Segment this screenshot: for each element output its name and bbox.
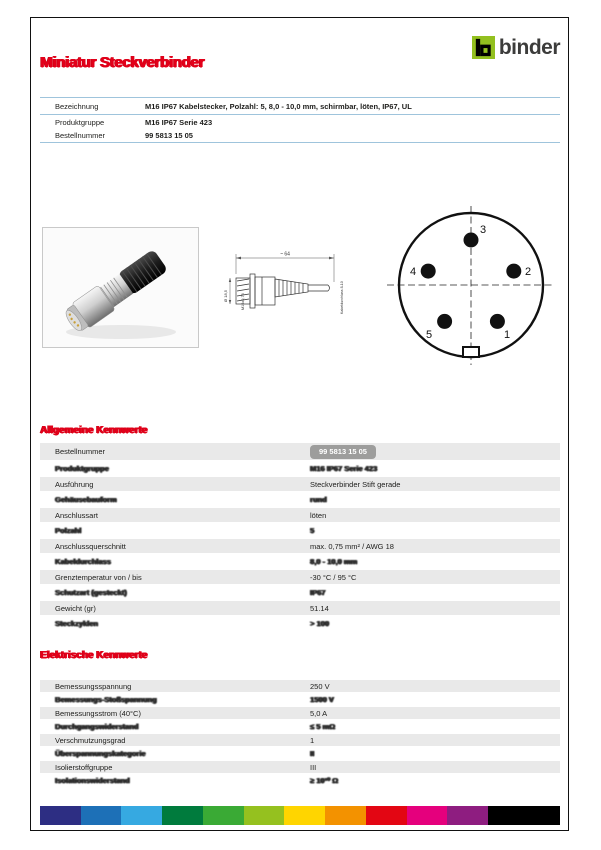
row-label: Isolationswiderstand bbox=[55, 776, 130, 785]
table-row bbox=[40, 570, 560, 584]
spec-label: Bestellnummer bbox=[55, 131, 106, 140]
colorbar-segment bbox=[244, 806, 285, 825]
product-photo bbox=[42, 227, 199, 348]
dimension-diameter-label: Ø 18,5 bbox=[223, 289, 228, 302]
row-label: Gehäusebauform bbox=[55, 495, 117, 504]
dimension-drawing-image bbox=[222, 248, 352, 330]
header-row bbox=[40, 115, 560, 129]
colorbar-segment bbox=[81, 806, 122, 825]
colorbar-segment bbox=[366, 806, 407, 825]
table-row bbox=[40, 462, 560, 476]
spec-value: M16 IP67 Kabelstecker, Polzahl: 5, 8,0 - 10,0 mm, schirmbar, löten, IP67, UL bbox=[145, 102, 412, 111]
header-row bbox=[40, 98, 560, 114]
row-value: > 100 bbox=[310, 619, 329, 628]
divider bbox=[40, 142, 560, 143]
pin-number-5: 5 bbox=[426, 329, 433, 341]
dimension-cable-label: Kabeldurchlass 8-10 bbox=[340, 281, 344, 314]
spec-label: Bezeichnung bbox=[55, 102, 99, 111]
row-label: Bemessungsstrom (40°C) bbox=[55, 708, 141, 718]
row-value: III bbox=[310, 762, 317, 772]
binder-logo-icon bbox=[472, 36, 495, 59]
colorbar-segment bbox=[284, 806, 325, 825]
table-row bbox=[40, 477, 560, 491]
colorbar-segment bbox=[447, 806, 488, 825]
table-row bbox=[40, 748, 560, 760]
row-label: Steckzyklen bbox=[55, 619, 98, 628]
row-value: IP67 bbox=[310, 588, 326, 597]
row-label: Schutzart (gesteckt) bbox=[55, 588, 127, 597]
electrical-table bbox=[40, 680, 560, 788]
order-number-badge: 99 5813 15 05 bbox=[310, 445, 376, 459]
dimension-thread-label: M16x0,75 bbox=[241, 293, 245, 310]
row-value: ≥ 10¹⁰ Ω bbox=[310, 776, 339, 785]
section-heading-electrical: Elektrische Kennwerte bbox=[40, 650, 148, 661]
pin-number-4: 4 bbox=[410, 266, 417, 278]
row-label: Produktgruppe bbox=[55, 464, 109, 473]
colorbar-segment bbox=[203, 806, 244, 825]
colorbar-segment bbox=[121, 806, 162, 825]
row-label: Anschlussquerschnitt bbox=[55, 541, 126, 551]
row-value: M16 IP67 Serie 423 bbox=[310, 464, 378, 473]
row-value: 5,0 A bbox=[310, 708, 328, 718]
footer-colorbar bbox=[40, 806, 560, 825]
connector-photo-image bbox=[43, 228, 198, 347]
table-row bbox=[40, 761, 560, 773]
row-value: 8,0 - 10,0 mm bbox=[310, 557, 358, 566]
colorbar-segment bbox=[162, 806, 203, 825]
brand-logo bbox=[472, 36, 560, 59]
row-value: 5 bbox=[310, 526, 315, 535]
table-row bbox=[40, 508, 560, 522]
row-label: Bemessungs-Stoßspannung bbox=[55, 695, 157, 704]
row-label: Überspannungskategorie bbox=[55, 749, 146, 758]
table-row bbox=[40, 524, 560, 538]
table-row bbox=[40, 680, 560, 692]
spec-label: Produktgruppe bbox=[55, 117, 105, 127]
pin-layout-diagram bbox=[385, 204, 557, 367]
brand-wordmark: binder bbox=[498, 36, 560, 59]
section-heading-general: Allgemeine Kennwerte bbox=[40, 425, 148, 436]
row-value: 1 bbox=[310, 735, 315, 745]
table-row bbox=[40, 443, 560, 460]
pin-number-1: 1 bbox=[504, 329, 511, 341]
row-label: Bemessungsspannung bbox=[55, 681, 132, 691]
colorbar-segment bbox=[325, 806, 366, 825]
dimension-length-label: ~ 64 bbox=[280, 251, 290, 258]
row-value: 1500 V bbox=[310, 695, 334, 704]
pin-number-3: 3 bbox=[480, 224, 487, 236]
row-label: Kabeldurchlass bbox=[55, 557, 111, 566]
row-value: rund bbox=[310, 495, 327, 504]
row-value: 250 V bbox=[310, 681, 330, 691]
row-label: Grenztemperatur von / bis bbox=[55, 572, 142, 582]
table-row bbox=[40, 601, 560, 615]
pin-number-2: 2 bbox=[525, 266, 532, 278]
table-row bbox=[40, 586, 560, 600]
table-row bbox=[40, 617, 560, 631]
row-label: Ausführung bbox=[55, 479, 94, 489]
row-value: max. 0,75 mm² / AWG 18 bbox=[310, 541, 394, 551]
pin-layout-image bbox=[385, 204, 557, 367]
spec-value: M16 IP67 Serie 423 bbox=[145, 117, 213, 127]
row-label: Durchgangswiderstand bbox=[55, 722, 139, 731]
header-row bbox=[40, 129, 560, 143]
table-row bbox=[40, 721, 560, 733]
dimension-drawing bbox=[222, 248, 352, 330]
row-value: Steckverbinder Stift gerade bbox=[310, 479, 401, 489]
footer-page-block bbox=[488, 806, 560, 825]
row-label: Anschlussart bbox=[55, 510, 98, 520]
table-row bbox=[40, 694, 560, 706]
row-value: ≤ 5 mΩ bbox=[310, 722, 336, 731]
row-label: Isolierstoffgruppe bbox=[55, 762, 113, 772]
row-label: Bestellnummer bbox=[55, 447, 106, 456]
row-label: Gewicht (gr) bbox=[55, 603, 96, 613]
row-value: löten bbox=[310, 510, 327, 520]
row-label: Polzahl bbox=[55, 526, 82, 535]
table-row bbox=[40, 734, 560, 746]
spec-value: 99 5813 15 05 bbox=[145, 131, 193, 140]
table-row bbox=[40, 775, 560, 787]
table-row bbox=[40, 539, 560, 553]
row-value: II bbox=[310, 749, 315, 758]
table-row bbox=[40, 555, 560, 569]
page-title: Miniatur Steckverbinder bbox=[40, 54, 204, 71]
general-table bbox=[40, 443, 560, 632]
row-value: -30 °C / 95 °C bbox=[310, 572, 357, 582]
colorbar-segment bbox=[407, 806, 448, 825]
table-row bbox=[40, 493, 560, 507]
product-header bbox=[40, 97, 560, 143]
row-label: Verschmutzungsgrad bbox=[55, 735, 126, 745]
row-value: 51.14 bbox=[310, 603, 329, 613]
colorbar-segment bbox=[40, 806, 81, 825]
table-row bbox=[40, 707, 560, 719]
